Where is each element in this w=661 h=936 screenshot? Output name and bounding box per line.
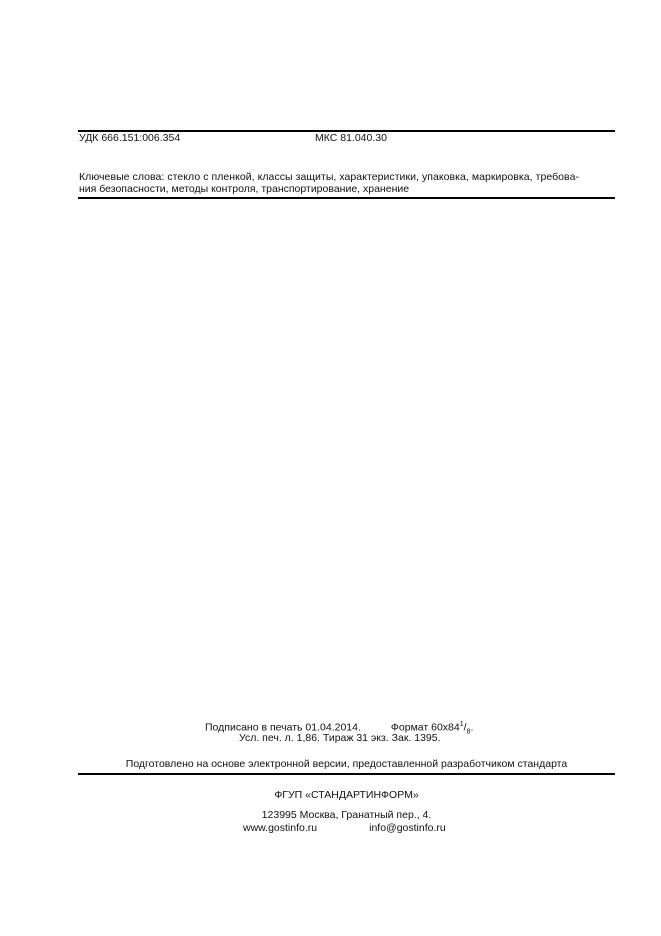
signed-text: Подписано в печать 01.04.2014. — [205, 721, 361, 734]
signed-date: Подписано в печать 01.04.2014. Формат $60х84^1/_8$. — [205, 721, 474, 736]
format-text: Формат 60х84 — [390, 721, 460, 734]
keywords-bottom-rule — [78, 197, 615, 199]
print-stats: Усл. печ. л. 1,86. Тираж 31 экз. Зак. 1395. — [239, 732, 441, 744]
format-numerator: 1 — [459, 721, 464, 728]
keywords-line-2: ния безопасности, методы контроля, транспортирование, хранение — [79, 183, 410, 195]
publisher-contacts — [243, 822, 446, 835]
mks-code: МКС 81.040.30 — [315, 132, 387, 144]
publisher-name: ФГУП «СТАНДАРТИНФОРМ» — [274, 789, 419, 801]
footer-rule — [78, 773, 615, 775]
website-link[interactable]: www.gostinfo.ru — [243, 822, 318, 834]
keywords-line-1: Ключевые слова: стекло с пленкой, классы защиты, характеристики, упаковка, маркировка, требова- — [79, 171, 580, 183]
publisher-address: 123995 Москва, Гранатный пер., 4. — [261, 809, 432, 821]
prepared-note: Подготовлено на основе электронной версии, предоставленной разработчиком стандарта — [125, 758, 568, 770]
udk-code: УДК 666.151:006.354 — [79, 132, 181, 144]
email-link[interactable]: info@gostinfo.ru — [369, 822, 446, 834]
format-denominator: 8 — [466, 728, 471, 736]
